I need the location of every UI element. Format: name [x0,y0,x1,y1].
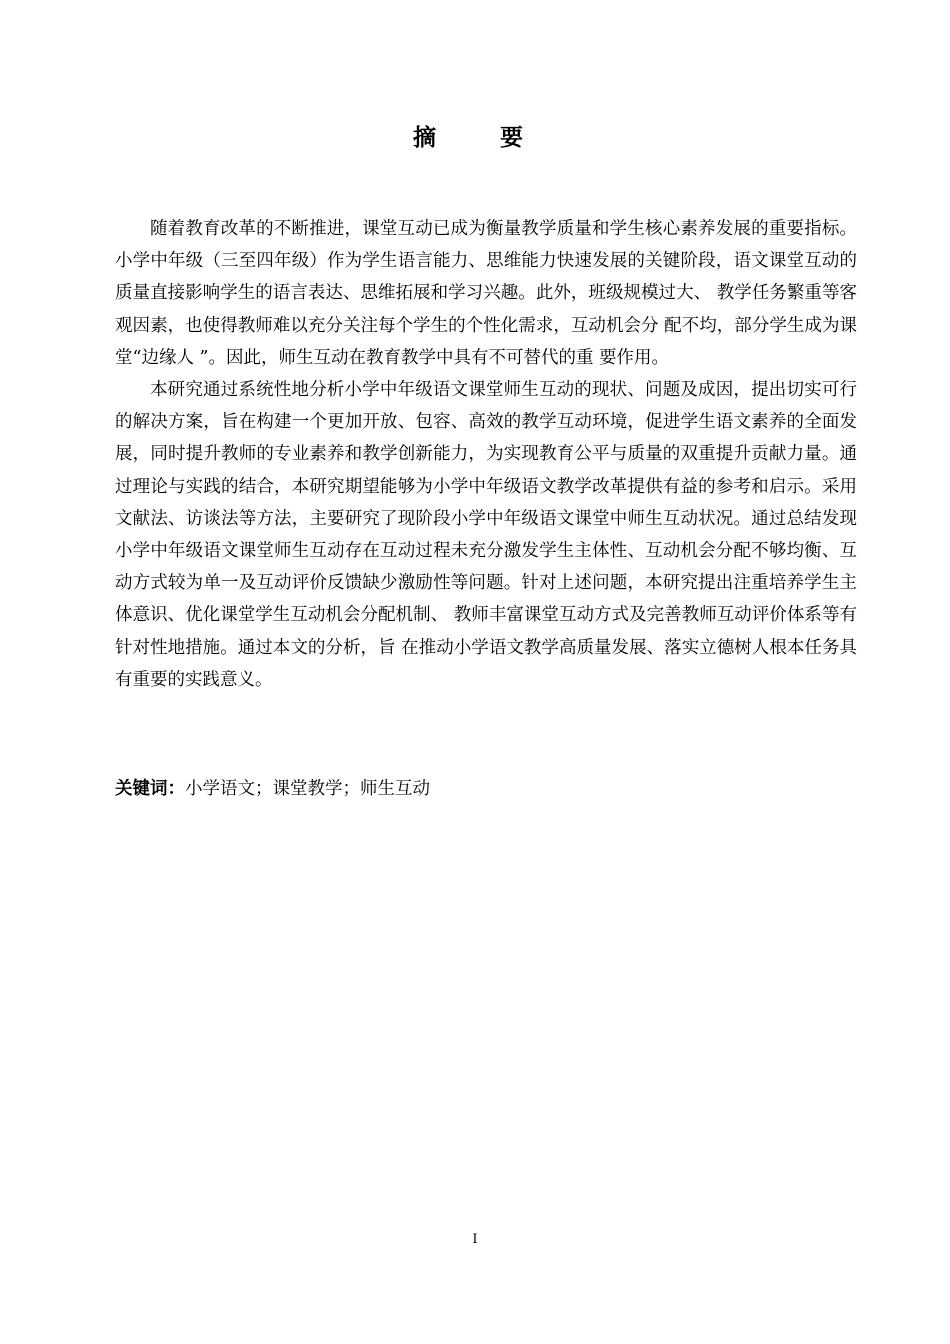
keywords-value: 小学语文；课堂教学；师生互动 [185,779,430,799]
keywords-label: 关键词： [115,779,185,799]
abstract-title: 摘 要 [412,125,551,151]
keywords-line [115,776,857,802]
abstract-body [115,213,857,696]
abstract-paragraph-1: 随着教育改革的不断推进，课堂互动已成为衡量教学质量和学生核心素养发展的重要指标。小学中年级（三至四年级）作为学生语言能力、思维能力快速发展的关键阶段，语文课堂互动的质量直接影响学生的语言表达、思维拓展和学习兴趣。此外，班级规模过大、 教学任务繁重等客观因素，也使得教师难以充分关注每个学生的个性化需求，互动机会分 配不均，部分学生成为课堂“边缘人 ”。因此，师生互动在教育教学中具有不可替代的重 要作用。 [115,219,857,368]
abstract-paragraph-2: 本研究通过系统性地分析小学中年级语文课堂师生互动的现状、问题及成因，提出切实可行的解决方案，旨在构建一个更加开放、包容、高效的教学互动环境，促进学生语文素养的全面发展，同时提升教师的专业素养和教学创新能力，为实现教育公平与质量的双重提升贡献力量。通过理论与实践的结合，本研究期望能够为小学中年级语文教学改革提供有益的参考和启示。采用文献法、访谈法等方法，主要研究了现阶段小学中年级语文课堂中师生互动状况。通过总结发现小学中年级语文课堂师生互动存在互动过程未充分激发学生主体性、互动机会分配不够均衡、互动方式较为单一及互动评价反馈缺少激励性等问题。针对上述问题，本研究提出注重培养学生主体意识、优化课堂学生互动机会分配机制、 教师丰富课堂互动方式及完善教师互动评价体系等有针对性地措施。通过本文的分析，旨 在推动小学语文教学高质量发展、落实立德树人根本任务具有重要的实践意义。 [115,380,857,690]
page-number: I [472,1232,478,1247]
